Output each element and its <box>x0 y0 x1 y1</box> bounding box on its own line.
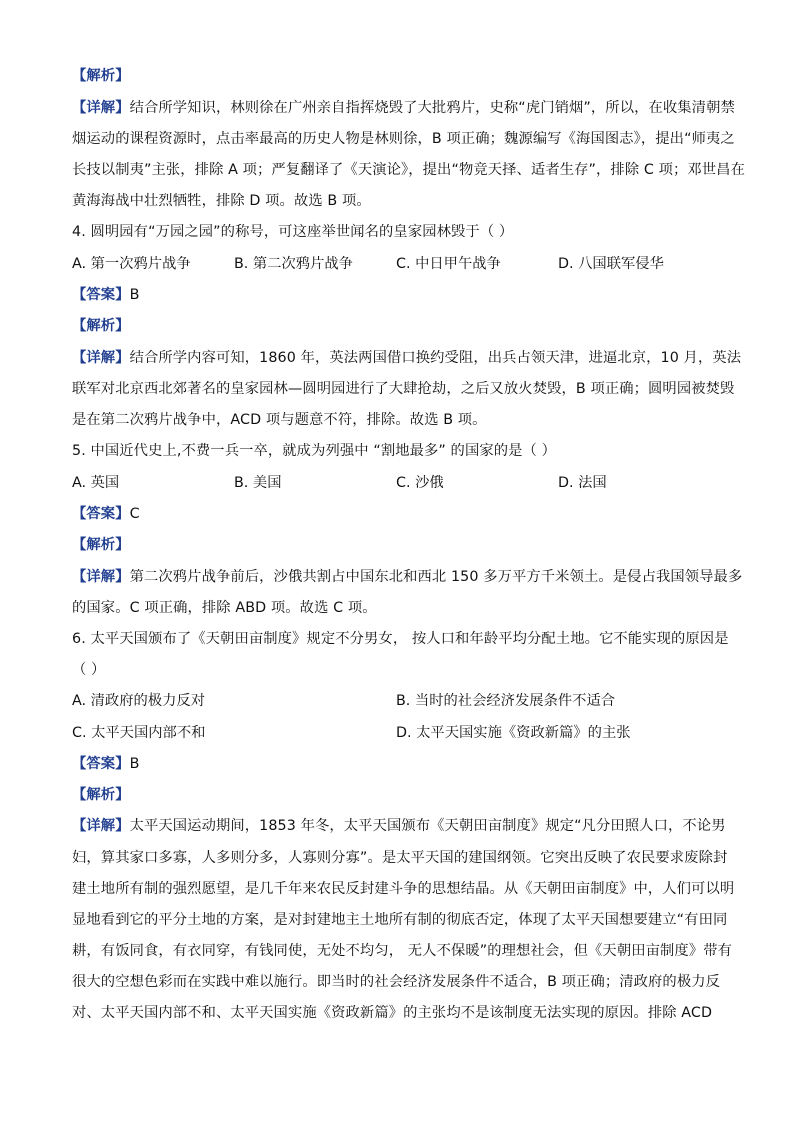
analysis-heading: 【解析】 <box>72 68 130 84</box>
detail-line: 是在第二次鸦片战争中，ACD 项与题意不符，排除。故选 B 项。 <box>72 412 487 428</box>
answer-line: 【答案】B <box>72 756 140 772</box>
detail-line: 显地看到它的平分土地的方案，是对封建地主土地所有制的彻底否定，体现了太平天国想要建立“有田同 <box>72 912 728 928</box>
detail-line: 的国家。C 项正确，排除 ABD 项。故选 C 项。 <box>72 600 377 616</box>
detail-line: 黄海海战中壮烈牺牲，排除 D 项。故选 B 项。 <box>72 193 371 209</box>
detail-line: 建土地所有制的强烈愿望，是几千年来农民反封建斗争的思想结晶。从《天朝田亩制度》中，人们可以明 <box>72 881 735 897</box>
detail-line: 长技以制夷”主张，排除 A 项；严复翻译了《天演论》，提出“物竞天择、适者生存”，排除 C 项；邓世昌在 <box>72 162 745 178</box>
option-b: B. 当时的社会经济发展条件不适合 <box>396 693 616 709</box>
detail-line: 【详解】第二次鸦片战争前后，沙俄共割占中国东北和西北 150 多万平方千米领土。是侵占我国领导最多 <box>72 569 743 585</box>
option-d: D. 太平天国实施《资政新篇》的主张 <box>396 725 631 741</box>
detail-line: 烟运动的课程资源时，点击率最高的历史人物是林则徐，B 项正确；魏源编写《海国图志》，提出“师夷之 <box>72 131 735 147</box>
option-c: C. 太平天国内部不和 <box>72 725 206 741</box>
detail-line: 【详解】结合所学知识，林则徐在广州亲自指挥烧毁了大批鸦片，史称“虎门销烟”，所以，在收集清朝禁 <box>72 100 735 116</box>
option-a: A. 第一次鸦片战争 <box>72 256 191 272</box>
detail-line: 【详解】结合所学内容可知，1860 年，英法两国借口换约受阻，出兵占领天津，进逼北京，10 月，英法 <box>72 350 742 366</box>
analysis-heading: 【解析】 <box>72 787 130 803</box>
option-a: A. 英国 <box>72 475 120 491</box>
analysis-heading: 【解析】 <box>72 318 130 334</box>
detail-line: 很大的空想色彩而在实践中难以施行。即当时的社会经济发展条件不适合，B 项正确；清政府的极力反 <box>72 974 721 990</box>
option-b: B. 第二次鸦片战争 <box>234 256 353 272</box>
option-b: B. 美国 <box>234 475 282 491</box>
question-stem: 5. 中国近代史上,不费一兵一卒，就成为列强中 “割地最多” 的国家的是（ ） <box>72 443 556 459</box>
detail-line: 对、太平天国内部不和、太平天国实施《资政新篇》的主张均不是该制度无法实现的原因。排除 ACD <box>72 1005 713 1021</box>
option-d: D. 法国 <box>558 475 607 491</box>
question-stem: 6. 太平天国颁布了《天朝田亩制度》规定不分男女， 按人口和年龄平均分配土地。它不能实现的原因是 <box>72 631 729 647</box>
option-d: D. 八国联军侵华 <box>558 256 664 272</box>
option-a: A. 清政府的极力反对 <box>72 693 205 709</box>
detail-line: 联军对北京西北郊著名的皇家园林—圆明园进行了大肆抢劫，之后又放火焚毁，B 项正确；圆明园被焚毁 <box>72 381 735 397</box>
answer-line: 【答案】B <box>72 287 140 303</box>
option-c: C. 沙俄 <box>396 475 444 491</box>
question-stem-blank: （ ） <box>72 662 106 678</box>
question-stem: 4. 圆明园有“万园之园”的称号，可这座举世闻名的皇家园林毁于（ ） <box>72 224 514 240</box>
detail-line: 耕，有饭同食，有衣同穿，有钱同使，无处不均匀， 无人不保暖”的理想社会，但《天朝田亩制度》带有 <box>72 943 733 959</box>
option-c: C. 中日甲午战争 <box>396 256 501 272</box>
detail-line: 【详解】太平天国运动期间，1853 年冬，太平天国颁布《天朝田亩制度》规定“凡分田照人口，不论男 <box>72 818 726 834</box>
answer-line: 【答案】C <box>72 506 140 522</box>
detail-line: 妇，算其家口多寡，人多则分多，人寡则分寡”。是太平天国的建国纲领。它突出反映了农民要求废除封 <box>72 850 728 866</box>
analysis-heading: 【解析】 <box>72 537 130 553</box>
